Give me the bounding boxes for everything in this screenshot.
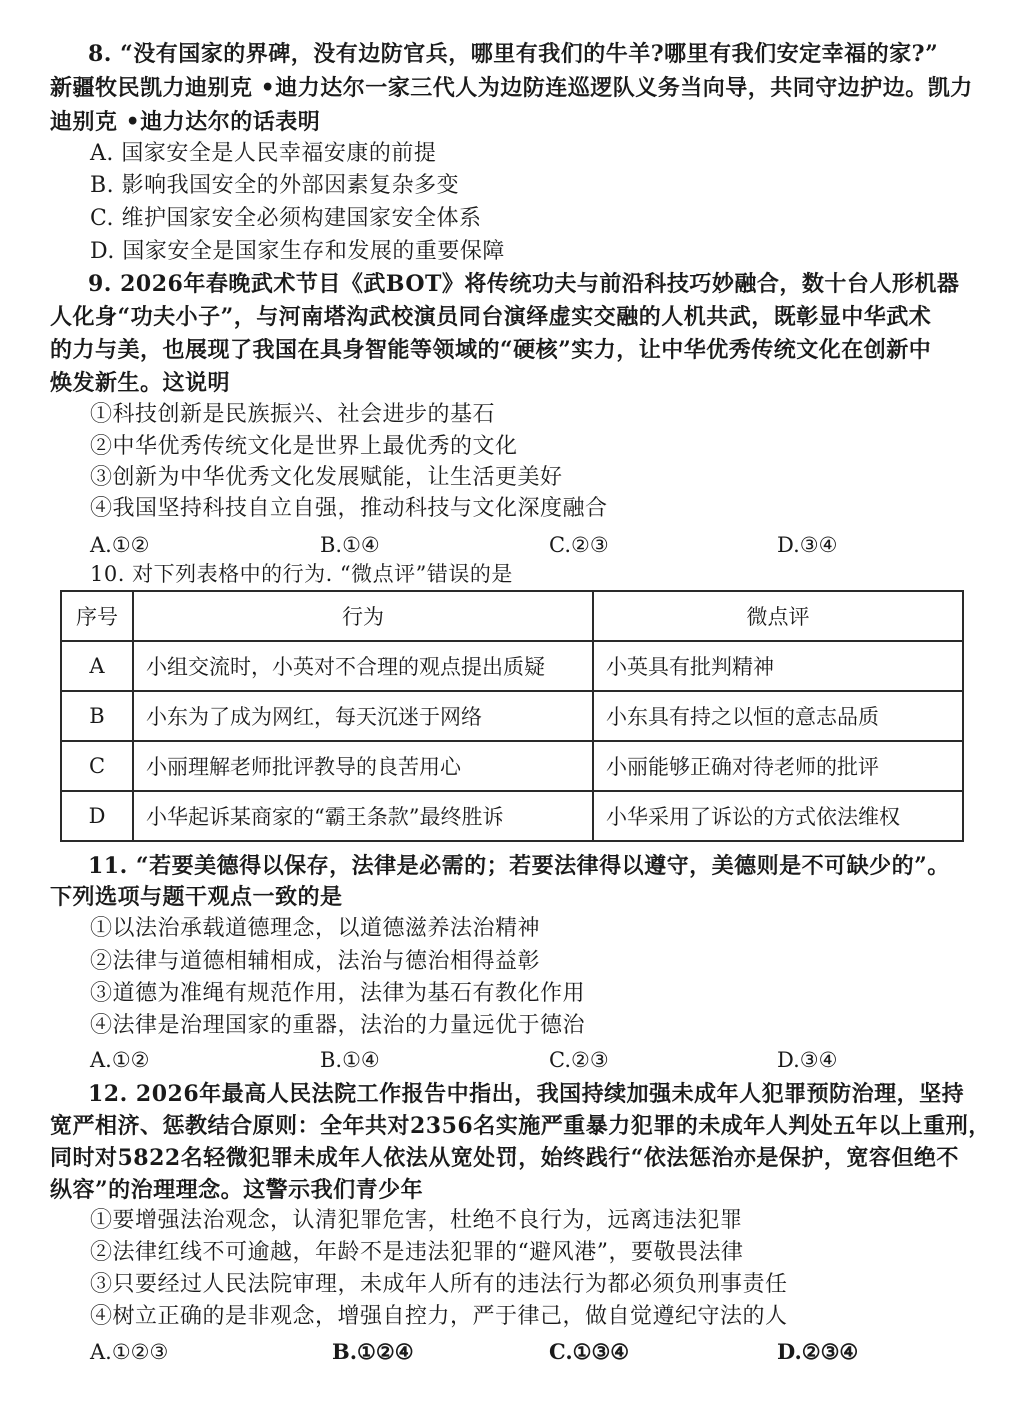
q11-stem-line-2: 下列选项与题干观点一致的是 [50,884,343,910]
row-b-comment: 小东具有持之以恒的意志品质 [593,691,963,741]
table-header-row [61,591,963,641]
q9-item-4: ④我国坚持科技自立自强，推动科技与文化深度融合 [90,496,608,521]
q9-choice-c: C.②③ [549,533,609,557]
row-d-comment: 小华采用了诉讼的方式依法维权 [593,791,963,841]
q9-choice-d: D.③④ [777,533,838,557]
q9-stem-line-2: 人化身“功夫小子”，与河南塔沟武校演员同台演绎虚实交融的人机共武，既彰显中华武术 [50,304,932,330]
q12-stem-line-2: 宽严相济、惩教结合原则：全年共对2356名实施严重暴力犯罪的未成年人判处五年以上重刑， [50,1113,991,1139]
q9-choice-b: B.①④ [320,533,380,557]
q11-item-2: ②法律与道德相辅相成，法治与德治相得益彰 [90,949,541,974]
row-b-behavior: 小东为了成为网红，每天沉迷于网络 [133,691,593,741]
q12-item-4: ④树立正确的是非观念，增强自控力，严于律己，做自觉遵纪守法的人 [90,1304,788,1329]
q8-option-c: C. 维护国家安全必须构建国家安全体系 [90,206,482,231]
q9-item-2: ②中华优秀传统文化是世界上最优秀的文化 [90,434,518,459]
row-d-behavior: 小华起诉某商家的“霸王条款”最终胜诉 [133,791,593,841]
q8-stem-line-2: 新疆牧民凯力迪别克 •迪力达尔一家三代人为边防连巡逻队义务当向导，共同守边护边。凯力 [50,75,973,101]
q8-option-d: D. 国家安全是国家生存和发展的重要保障 [90,239,505,264]
q11-item-3: ③道德为准绳有规范作用，法律为基石有教化作用 [90,981,586,1006]
q8-stem-line-3: 迪别克 •迪力达尔的话表明 [50,109,321,135]
q11-item-4: ④法律是治理国家的重器，法治的力量远优于德治 [90,1013,586,1038]
row-a-comment: 小英具有批判精神 [593,641,963,691]
q12-choice-c: C.①③④ [549,1339,630,1364]
row-c-comment: 小丽能够正确对待老师的批评 [593,741,963,791]
q10-stem: 10. 对下列表格中的行为. “微点评”错误的是 [90,562,513,586]
table-header-comment: 微点评 [593,591,963,641]
table-header-behavior: 行为 [133,591,593,641]
q11-choice-b: B.①④ [320,1048,380,1072]
q11-choice-d: D.③④ [777,1048,838,1072]
table-row [61,691,963,741]
q10-table [60,590,964,842]
q12-stem-line-3: 同时对5822名轻微犯罪未成年人依法从宽处罚，始终践行“依法惩治亦是保护，宽容但绝不 [50,1145,959,1171]
q9-choice-a: A.①② [90,533,150,557]
q9-stem-line-1: 9. 2026年春晚武术节目《武BOT》将传统功夫与前沿科技巧妙融合，数十台人形机器 [88,271,960,297]
table-row [61,791,963,841]
q12-item-2: ②法律红线不可逾越，年龄不是违法犯罪的“避风港”，要敬畏法律 [90,1240,744,1265]
row-b-index: B [61,691,133,741]
q11-stem-line-1: 11. “若要美德得以保存，法律是必需的；若要法律得以遵守，美德则是不可缺少的”。 [88,853,950,879]
q8-option-a: A. 国家安全是人民幸福安康的前提 [90,141,437,166]
q9-item-3: ③创新为中华优秀文化发展赋能，让生活更美好 [90,465,563,490]
q12-choice-b: B.①②④ [332,1339,414,1364]
q12-choice-a: A.①②③ [90,1340,169,1364]
row-c-behavior: 小丽理解老师批评教导的良苦用心 [133,741,593,791]
q8-stem-line-1: 8. “没有国家的界碑，没有边防官兵，哪里有我们的牛羊?哪里有我们安定幸福的家?” [88,41,939,67]
table-row [61,741,963,791]
q12-item-3: ③只要经过人民法院审理，未成年人所有的违法行为都必须负刑事责任 [90,1272,788,1297]
row-d-index: D [61,791,133,841]
q11-item-1: ①以法治承载道德理念，以道德滋养法治精神 [90,916,541,941]
table-header-index: 序号 [61,591,133,641]
row-c-index: C [61,741,133,791]
q12-item-1: ①要增强法治观念，认清犯罪危害，杜绝不良行为，远离违法犯罪 [90,1208,743,1233]
q9-stem-line-3: 的力与美，也展现了我国在具身智能等领域的“硬核”实力，让中华优秀传统文化在创新中 [50,337,932,363]
q11-choice-a: A.①② [90,1048,150,1072]
q11-choice-c: C.②③ [549,1048,609,1072]
row-a-index: A [61,641,133,691]
row-a-behavior: 小组交流时，小英对不合理的观点提出质疑 [133,641,593,691]
q9-item-1: ①科技创新是民族振兴、社会进步的基石 [90,402,496,427]
q12-choice-d: D.②③④ [777,1339,859,1364]
q12-stem-line-4: 纵容”的治理理念。这警示我们青少年 [50,1177,424,1203]
q8-option-b: B. 影响我国安全的外部因素复杂多变 [90,173,460,198]
q9-stem-line-4: 焕发新生。这说明 [50,370,231,396]
table-row [61,641,963,691]
q12-stem-line-1: 12. 2026年最高人民法院工作报告中指出，我国持续加强未成年人犯罪预防治理，坚持 [88,1081,965,1107]
